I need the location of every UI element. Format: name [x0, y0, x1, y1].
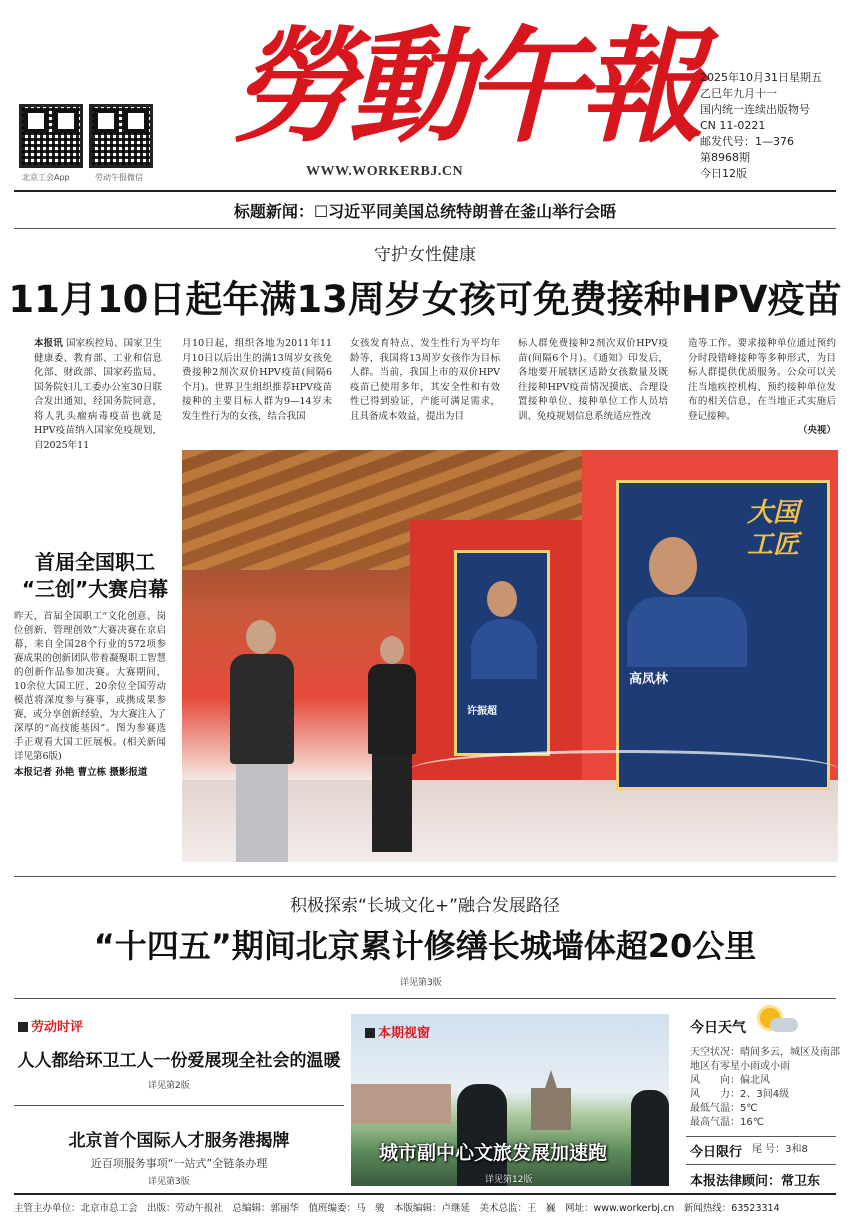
exhibit-panel-right	[616, 480, 830, 790]
meta-issue-number: 第8968期	[700, 151, 750, 164]
lead-source: （央视）	[797, 425, 836, 436]
lead-column-4	[518, 337, 668, 424]
issue-meta	[700, 70, 840, 182]
lead-headline[interactable]: 11月10日起年满13周岁女孩可免费接种HPV疫苗	[8, 278, 842, 321]
weather-high-temp: 最高气温：16℃	[690, 1117, 764, 1128]
headline-news[interactable]: 标题新闻：☐习近平同美国总统特朗普在釜山举行会晤	[233, 202, 617, 221]
photo-story[interactable]	[351, 1014, 669, 1186]
brief-subtitle: 近百项服务事项“一站式”全链条办理	[90, 1157, 268, 1170]
divider	[14, 998, 836, 999]
feature-headline[interactable]	[20, 549, 170, 603]
meta-cn-number: CN 11-0221	[700, 119, 766, 132]
traffic-limit-value: 尾 号：3和8	[752, 1144, 808, 1155]
brief-headline[interactable]: 北京首个国际人才服务港揭牌	[68, 1131, 290, 1151]
brief-see-page[interactable]: 详见第3版	[148, 1177, 190, 1187]
lead-column-text: 女孩发育特点、发生性行为平均年龄等，我国将13周岁女孩作为目标人群。当前，我国上市的双价HPV疫苗已使用多年，其安全性和有效性已得到验证，产能可满足需求，且具备成本效益，提出为目	[350, 338, 500, 422]
lead-dateline: 本报讯	[34, 338, 63, 349]
lead-column-1	[34, 337, 162, 453]
weather-title: 今日天气	[690, 1020, 746, 1036]
second-see-page[interactable]: 详见第3版	[400, 978, 442, 988]
photo-swoosh	[410, 750, 838, 790]
footer-credits: 主管主办单位：北京市总工会 出版：劳动午报社 总编辑：郭丽华 值班编委：马 骏 本版编辑：卢继延 美术总监：王 巍 网址：www.workerbj.cn 新闻热线：63523314	[14, 1203, 780, 1214]
photo-story-tag	[365, 1022, 430, 1041]
feature-headline-line1: 首届全国职工	[35, 550, 155, 574]
legal-counsel: 本报法律顾问：常卫东	[690, 1174, 821, 1189]
panel-portrait-body	[627, 597, 747, 667]
divider	[686, 1136, 836, 1137]
meta-page-count: 今日12版	[700, 167, 747, 180]
website-url[interactable]: WWW.WORKERBJ.CN	[306, 164, 464, 179]
lead-column-5	[688, 337, 836, 439]
photo-silhouette	[457, 1084, 507, 1186]
weather-wind-direction: 风 向：偏北风	[690, 1075, 770, 1086]
lead-column-text: 标人群免费接种2剂次双价HPV疫苗(间隔6个月)。《通知》印发后，各地要开展辖区适龄女孩数量及既往接种HPV疫苗情况摸底、合理设置接种单位、接种单位工作人员培训、免疫规划信息系统适应性改	[518, 338, 668, 422]
opinion-tag	[18, 1016, 83, 1035]
photo-story-caption: 城市副中心文旅发展加速跑	[379, 1142, 608, 1164]
lead-kicker: 守护女性健康	[374, 245, 476, 265]
second-headline[interactable]: “十四五”期间北京累计修缮长城墙体超20公里	[93, 927, 757, 965]
feature-headline-line2: “三创”大赛启幕	[21, 577, 169, 601]
visitor-pointing	[362, 636, 422, 852]
divider	[686, 1164, 836, 1165]
divider	[14, 228, 836, 229]
divider	[14, 876, 836, 877]
meta-lunar-date: 乙巳年九月十一	[700, 87, 777, 100]
photo-silhouette	[631, 1090, 669, 1186]
meta-serial-label: 国内统一连续出版物号	[700, 103, 810, 116]
qr-code-wechat[interactable]	[89, 104, 153, 168]
photo-building	[351, 1084, 451, 1124]
section-square-icon	[18, 1022, 28, 1032]
section-square-icon	[365, 1028, 375, 1038]
opinion-headline[interactable]: 人人都给环卫工人一份爱展现全社会的温暖	[17, 1051, 341, 1071]
panel-portrait-body	[471, 619, 537, 679]
newspaper-logo: 勞動午報	[232, 15, 697, 160]
opinion-see-page[interactable]: 详见第2版	[148, 1081, 190, 1091]
photo-castle	[531, 1070, 571, 1130]
second-kicker: 积极探索“长城文化+”融合发展路径	[290, 896, 560, 916]
weather-sky: 天空状况：晴间多云，城区及南部地区有零星小雨或小雨	[690, 1047, 840, 1072]
exhibit-panel-left	[454, 550, 550, 756]
opinion-tag-label: 劳动时评	[31, 1020, 84, 1035]
meta-date: 2025年10月31日星期五	[700, 71, 822, 84]
photo-story-see-page[interactable]: 详见第12版	[485, 1175, 533, 1185]
weather-low-temp: 最低气温：5℃	[690, 1103, 758, 1114]
panel-name: 许振超	[467, 706, 497, 717]
qr-caption-wechat: 劳动午报微信	[95, 173, 143, 182]
lead-column-text: 造等工作。要求接种单位通过预约分时段错峰接种等多种形式，为目标人群提供优质服务。公众可以关注当地疾控机构、预约接种单位发布的相关信息，在当地正式实施后登记接种。	[688, 338, 836, 422]
lead-column-text: 月10日起，组织各地为2011年11月10日以后出生的满13周岁女孩免费接种2剂次双价HPV疫苗(间隔6个月)。世界卫生组织推荐HPV疫苗接种的主要目标人群为9—14岁未发生性行为的女孩，结合我国	[182, 338, 332, 422]
qr-code-app[interactable]	[19, 104, 83, 168]
lead-column-2	[182, 337, 332, 424]
visitor-photographing	[222, 620, 302, 862]
feature-body: 昨天，首届全国职工“文化创意、岗位创新、管理创效”大赛决赛在京启幕，来自全国28个行业的572项参赛成果的创新团队带着凝聚职工智慧的创新作品参加决赛。大赛期间，10余位大国工匠、20余位全国劳动模范将深度参与赛事，或携成果参赛，或分享创新经验，为大赛注入了深厚的“高技能基因”。图为参赛选手正观看大国工匠展板。(相关新闻详见第6版)	[14, 611, 167, 762]
feature-photo[interactable]	[182, 450, 838, 862]
lead-column-text: 国家疾控局、国家卫生健康委、教育部、工业和信息化部、财政部、国家药监局、国务院妇儿工委办公室30日联合发出通知，经国务院同意，将人乳头瘤病毒疫苗也就是HPV疫苗纳入国家免疫规划，自2025年11	[34, 338, 162, 451]
cloud-icon	[770, 1018, 798, 1032]
photo-story-tag-label: 本期视窗	[378, 1026, 431, 1041]
lead-column-3	[350, 337, 500, 424]
meta-postal-code: 邮发代号：1—376	[700, 135, 794, 148]
weather-wind-force: 风 力：2、3间4级	[690, 1089, 790, 1100]
masthead-rule	[14, 190, 836, 192]
panel-calligraphy: 大国工匠	[747, 498, 800, 560]
panel-name: 高凤林	[629, 672, 669, 687]
panel-portrait	[487, 581, 517, 617]
panel-portrait	[649, 537, 697, 595]
divider	[14, 1105, 344, 1106]
footer-rule	[14, 1193, 836, 1195]
traffic-limit-title: 今日限行	[690, 1145, 743, 1160]
feature-byline: 本报记者 孙艳 曹立栋 摄影报道	[14, 767, 148, 778]
qr-caption-app: 北京工会App	[22, 173, 70, 182]
